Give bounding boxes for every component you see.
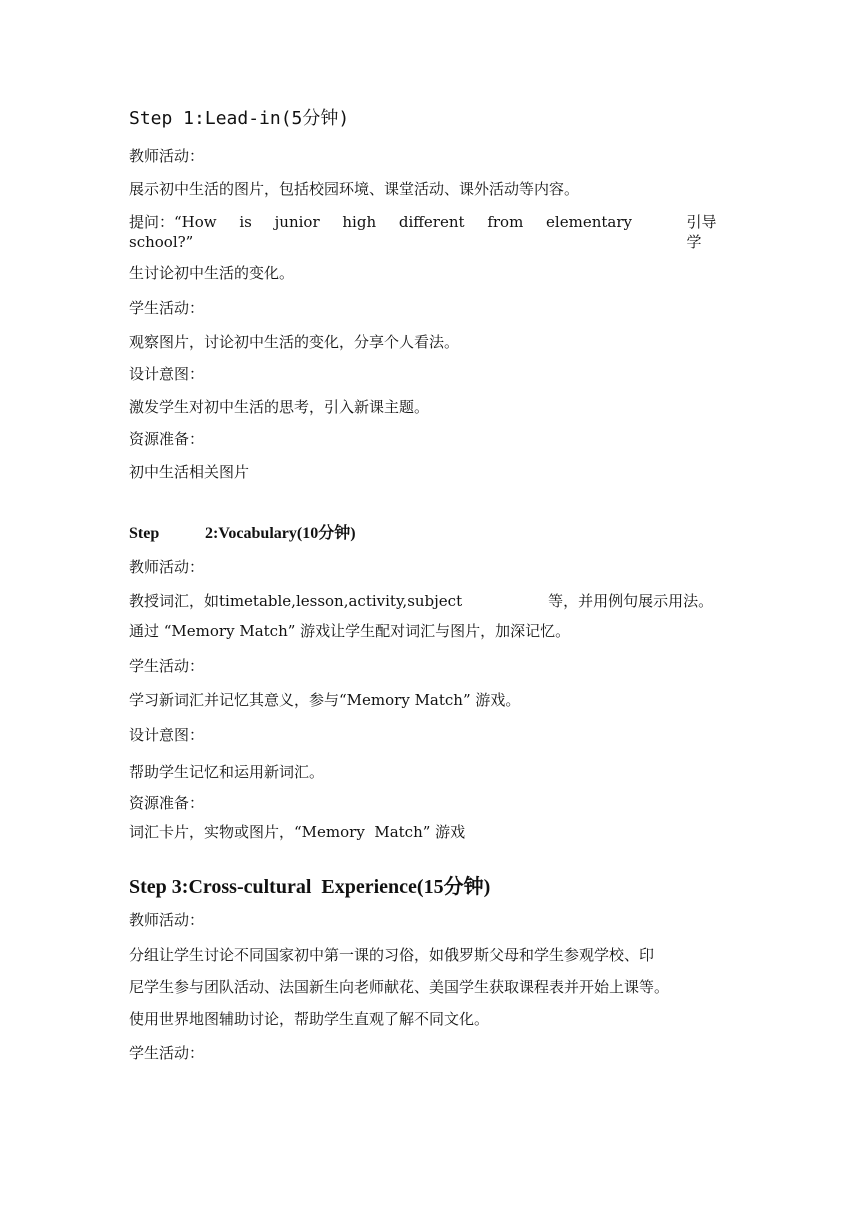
step1-teacher-text-1: 展示初中生活的图片，包括校园环境、课堂活动、课外活动等内容。 — [129, 180, 580, 198]
step2-resource-text: 词汇卡片，实物或图片，“Memory Match” 游戏 — [129, 823, 466, 841]
step2-teacher-vocab: 教授词汇，如timetable,lesson,activity,subject — [129, 592, 463, 610]
step2-teacher-label: 教师活动： — [129, 558, 205, 576]
step3-student-label: 学生活动： — [129, 1044, 205, 1062]
step3-teacher-text-1: 分组让学生讨论不同国家初中第一课的习俗，如俄罗斯父母和学生参观学校、印 — [129, 946, 655, 964]
step3-teacher-text-2: 尼学生参与团队活动、法国新生向老师献花、美国学生获取课程表并开始上课等。 — [129, 978, 670, 996]
step1-teacher-question: 提问：“How is junior high different from elementary school?” — [129, 213, 632, 251]
step2-resource-label: 资源准备： — [129, 794, 205, 812]
step2-teacher-text-2: 通过 “Memory Match” 游戏让学生配对词汇与图片，加深记忆。 — [129, 622, 571, 640]
step2-teacher-usage: 等，并用例句展示用法。 — [548, 592, 714, 610]
step1-teacher-guide: 引导学 — [686, 213, 717, 251]
step2-design-text: 帮助学生记忆和运用新词汇。 — [129, 763, 325, 781]
step1-teacher-text-2 — [129, 212, 729, 252]
document-content — [129, 100, 741, 1063]
step1-teacher-text-3: 生讨论初中生活的变化。 — [129, 264, 295, 282]
step2-heading — [129, 519, 741, 549]
step2-heading-title: 2:Vocabulary(10分钟) — [205, 525, 356, 542]
step2-student-label: 学生活动： — [129, 657, 205, 675]
step3-teacher-text-3: 使用世界地图辅助讨论，帮助学生直观了解不同文化。 — [129, 1010, 490, 1028]
step2-design-label: 设计意图： — [129, 726, 205, 744]
step1-student-label: 学生活动： — [129, 299, 205, 317]
step3-heading: Step 3:Cross-cultural Experience(15分钟) — [129, 876, 491, 898]
step1-resource-label: 资源准备： — [129, 430, 205, 448]
step1-resource-text: 初中生活相关图片 — [129, 463, 250, 481]
step1-design-label: 设计意图： — [129, 365, 205, 383]
step1-student-text: 观察图片，讨论初中生活的变化，分享个人看法。 — [129, 333, 460, 351]
step3-teacher-label: 教师活动： — [129, 911, 205, 929]
step2-student-text: 学习新词汇并记忆其意义，参与“Memory Match” 游戏。 — [129, 691, 521, 709]
step2-heading-step: Step — [129, 525, 160, 542]
step1-design-text: 激发学生对初中生活的思考，引入新课主题。 — [129, 398, 430, 416]
step1-heading: Step 1:Lead-in(5分钟) — [129, 108, 350, 129]
step2-teacher-text-1 — [129, 591, 741, 611]
step1-teacher-label: 教师活动： — [129, 147, 205, 165]
